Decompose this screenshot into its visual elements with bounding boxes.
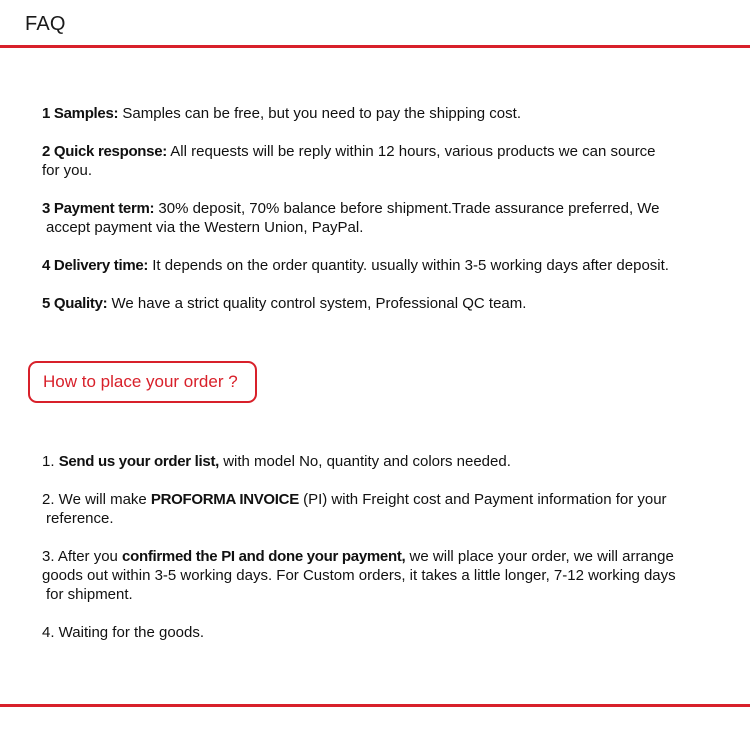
faq-label: 3 Payment term:: [42, 200, 155, 217]
step-prefix: 1.: [42, 453, 59, 470]
step-bold: Send us your order list,: [58, 453, 220, 470]
step-continued: goods out within 3-5 working days. For Custom orders, it takes a little longer, 7-12 working days: [42, 567, 676, 584]
order-steps-list: [42, 452, 732, 661]
page-title: FAQ: [25, 13, 66, 35]
faq-text: Samples can be free, but you need to pay the shipping cost.: [122, 105, 521, 122]
step-prefix: 2. We will make: [42, 491, 151, 508]
faq-text: All requests will be reply within 12 hours, various products we can source: [170, 143, 656, 160]
faq-list: [42, 104, 732, 332]
faq-text: It depends on the order quantity. usually within 3-5 working days after deposit.: [152, 257, 669, 274]
step-continued: reference.: [46, 510, 114, 527]
faq-item-quality: [42, 294, 732, 313]
faq-label: 2 Quick response:: [42, 143, 167, 160]
faq-item-payment-term: [42, 199, 732, 237]
order-step-3: [42, 547, 732, 604]
header-divider: [0, 45, 750, 48]
footer-divider: [0, 704, 750, 707]
step-continued: for shipment.: [46, 586, 133, 603]
step-suffix: (PI) with Freight cost and Payment information for your: [298, 491, 667, 508]
faq-text: 30% deposit, 70% balance before shipment.Trade assurance preferred, We: [158, 200, 660, 217]
faq-text-continued: accept payment via the Western Union, PayPal.: [46, 219, 364, 236]
faq-label: 4 Delivery time:: [42, 257, 149, 274]
order-step-1: [42, 452, 732, 471]
faq-item-delivery-time: [42, 256, 732, 275]
step-suffix: we will place your order, we will arrange: [405, 548, 674, 565]
step-prefix: 4. Waiting for the goods.: [42, 624, 205, 641]
faq-text: We have a strict quality control system, Professional QC team.: [111, 295, 527, 312]
order-step-4: [42, 623, 732, 642]
faq-item-samples: [42, 104, 732, 123]
step-suffix: with model No, quantity and colors needed.: [219, 453, 511, 470]
step-bold: PROFORMA INVOICE: [150, 491, 299, 508]
order-step-2: [42, 490, 732, 528]
faq-text-continued: for you.: [42, 162, 93, 179]
order-section-heading: How to place your order ?: [28, 361, 257, 403]
faq-item-quick-response: [42, 142, 732, 180]
faq-label: 1 Samples:: [42, 105, 119, 122]
step-bold: confirmed the PI and done your payment,: [122, 548, 406, 565]
step-prefix: 3. After you: [42, 548, 123, 565]
faq-label: 5 Quality:: [42, 295, 108, 312]
